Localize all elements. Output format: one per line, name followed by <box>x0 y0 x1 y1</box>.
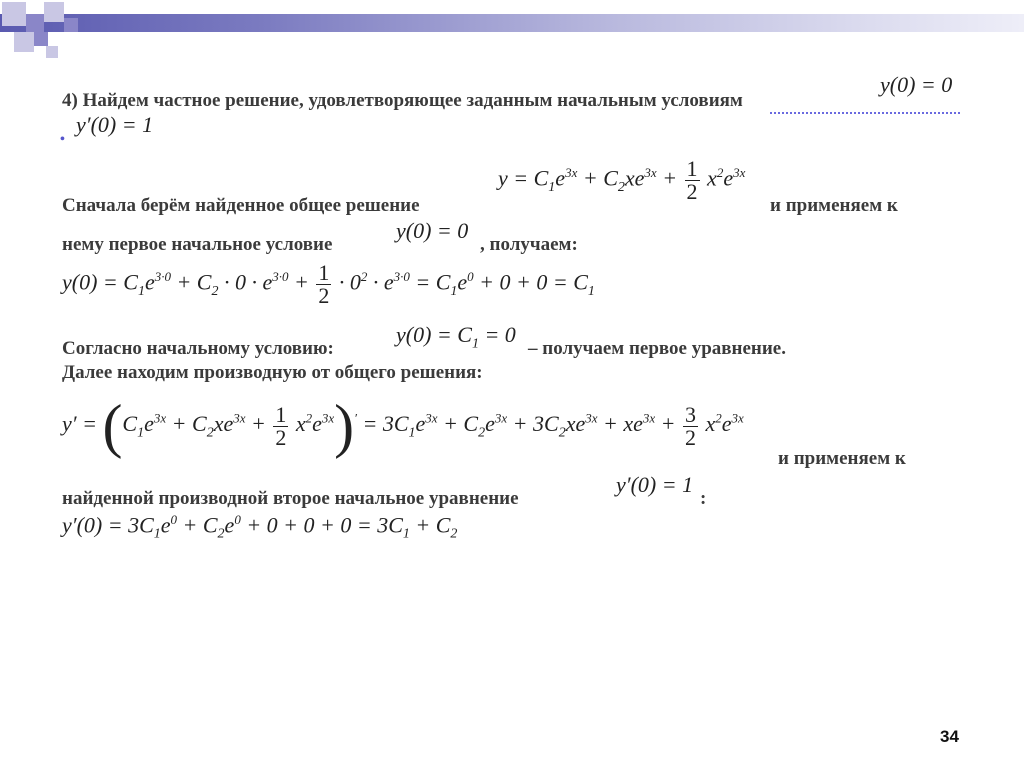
general-solution-suffix: и применяем к <box>770 195 898 216</box>
according-text: Согласно начальному условию: <box>62 338 334 359</box>
second-condition-formula: y′(0) = 1 <box>616 472 694 497</box>
first-condition-text: нему первое начальное условие <box>62 234 333 255</box>
decor-square-1 <box>2 2 26 26</box>
header-bar <box>0 14 1024 32</box>
right-paren: ) <box>334 393 355 459</box>
page-number: 34 <box>940 727 959 746</box>
getting-text: , получаем: <box>480 234 578 255</box>
task-heading <box>62 90 743 112</box>
apply-suffix: и применяем к <box>778 448 906 469</box>
derivative-text: Далее находим производную от общего решения: <box>62 362 483 383</box>
general-solution-prefix: Сначала берём найденное общее решение <box>62 195 420 216</box>
condition-2-formula: y′(0) = 1 <box>76 112 154 137</box>
general-solution-formula: $y = C_1e^{3x} + C_2xe^{3x}$ + $\frac{1}{2}$ $x^2e^{3x}$ <box>498 156 746 204</box>
second-condition-computation: $y'(0) = 3C_1e^0 + C_2e^0 + 0 + 0 + 0 = 3C_1 + C_2$ <box>62 512 458 542</box>
first-condition-formula: y(0) = 0 <box>396 218 469 243</box>
according-formula: $y(0) = C_1 = 0$ <box>396 322 516 352</box>
decor-square-3 <box>44 2 64 22</box>
fraction-one-half-3: $\frac{1}{2}$ <box>275 401 287 450</box>
decor-square-4 <box>64 18 78 32</box>
derivative-formula: $y' = (C_1e^{3x} + C_2xe^{3x}$ + $\frac{1}{2}$ $x^2e^{3x})' = 3C_1e^{3x} + C_2e^{3x} + 3C_2xe^{3x} + xe^{3x}$ + $\frac{3}{2}$ $x^2e^{3x}$ <box>62 393 744 459</box>
fraction-one-half: $\frac{1}{2}$ <box>686 156 698 204</box>
fraction-three-halves: $\frac{3}{2}$ <box>685 401 697 450</box>
decor-square-5 <box>14 32 34 52</box>
decor-square-2 <box>26 14 44 32</box>
left-paren: ( <box>102 393 123 459</box>
condition-1-formula: y(0) = 0 <box>880 72 953 97</box>
decor-square-7 <box>46 46 58 58</box>
task-heading-text: 4) Найдем частное решение, удовлетворяющее заданным начальным условиям <box>62 90 743 111</box>
decor-square-6 <box>34 32 48 46</box>
second-condition-text: найденной производной второе начальное уравнение <box>62 488 519 509</box>
colon: : <box>700 488 707 509</box>
fraction-one-half-2: $\frac{1}{2}$ <box>318 260 330 308</box>
spellcheck-underline <box>770 108 960 114</box>
first-equation-text: – получаем первое уравнение. <box>528 338 786 359</box>
bullet-dot: • <box>60 132 65 147</box>
first-condition-computation: $y(0) = C_1e^{3\cdot 0} + C_2 \cdot 0 \cdot e^{3\cdot 0}$ + $\frac{1}{2}$ · $0^2 \cdot e^{3\cdot 0} = C_1e^0 + 0 + 0 = C_1$ <box>62 260 595 308</box>
